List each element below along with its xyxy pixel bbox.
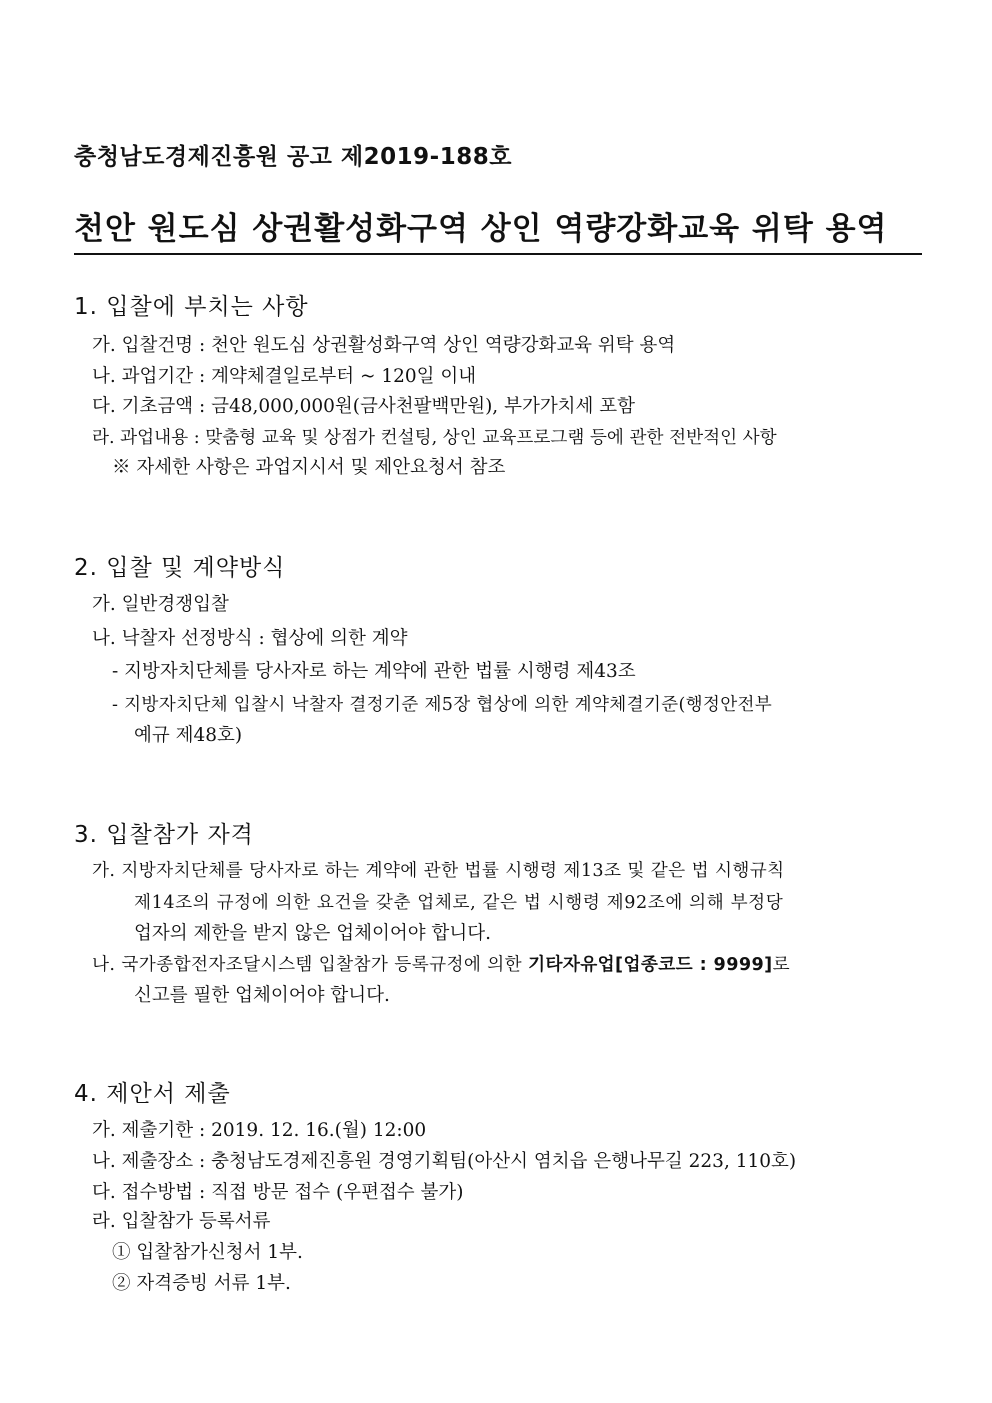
section-2-sub-1: - 지방자치단체를 당사자로 하는 계약에 관한 법률 시행령 제43조 xyxy=(112,661,636,682)
business-type-code: 기타자유업[업종코드 : 9999] xyxy=(528,955,773,975)
section-2-heading: 2. 입찰 및 계약방식 xyxy=(74,555,286,581)
section-3-heading: 3. 입찰참가 자격 xyxy=(74,822,254,848)
section-1-item-na: 나. 과업기간 : 계약체결일로부터 ~ 120일 이내 xyxy=(92,366,477,387)
section-4-doc-1: ① 입찰참가신청서 1부. xyxy=(112,1242,303,1263)
section-3-item-na-line-1 xyxy=(92,952,790,978)
section-1-item-ga: 가. 입찰건명 : 천안 원도심 상권활성화구역 상인 역량강화교육 위탁 용역 xyxy=(92,335,676,356)
section-3-item-ga-line-2: 제14조의 규정에 의한 요건을 갖춘 업체로, 같은 법 시행령 제92조에 의해 부정당 xyxy=(134,893,784,913)
section-3-item-na-suffix: 로 xyxy=(772,955,790,975)
section-4-heading: 4. 제안서 제출 xyxy=(74,1081,231,1107)
section-4-item-da: 다. 접수방법 : 직접 방문 접수 (우편접수 불가) xyxy=(92,1182,464,1203)
section-2-item-na: 나. 낙찰자 선정방식 : 협상에 의한 계약 xyxy=(92,628,408,649)
section-1-item-ra: 라. 과업내용 : 맞춤형 교육 및 상점가 컨설팅, 상인 교육프로그램 등에 관한 전반적인 사항 xyxy=(92,428,777,448)
notice-number: 충청남도경제진흥원 공고 제2019-188호 xyxy=(74,144,512,170)
section-2-sub-2-line-1: - 지방자치단체 입찰시 낙찰자 결정기준 제5장 협상에 의한 계약체결기준(행정안전부 xyxy=(112,695,773,715)
section-4-item-ga: 가. 제출기한 : 2019. 12. 16.(월) 12:00 xyxy=(92,1120,427,1141)
section-3-item-na-prefix: 나. 국가종합전자조달시스템 입찰참가 등록규정에 의한 xyxy=(92,955,529,975)
section-3-item-ga-line-3: 업자의 제한을 받지 않은 업체이어야 합니다. xyxy=(134,923,491,944)
section-3-item-ga-line-1: 가. 지방자치단체를 당사자로 하는 계약에 관한 법률 시행령 제13조 및 같은 법 시행규칙 xyxy=(92,861,785,881)
document-title: 천안 원도심 상권활성화구역 상인 역량강화교육 위탁 용역 xyxy=(74,203,922,255)
section-4-item-na: 나. 제출장소 : 충청남도경제진흥원 경영기획팀(아산시 염치읍 은행나무길 223, 110호) xyxy=(92,1151,797,1172)
section-4-item-ra: 라. 입찰참가 등록서류 xyxy=(92,1211,271,1232)
section-1-note: ※ 자세한 사항은 과업지시서 및 제안요청서 참조 xyxy=(112,457,506,478)
section-2-sub-2-line-2: 예규 제48호) xyxy=(134,725,243,746)
section-3-item-na-line-2: 신고를 필한 업체이어야 합니다. xyxy=(134,985,390,1006)
section-1-heading: 1. 입찰에 부치는 사항 xyxy=(74,294,309,320)
section-2-item-ga: 가. 일반경쟁입찰 xyxy=(92,594,229,615)
section-1-item-da: 다. 기초금액 : 금48,000,000원(금사천팔백만원), 부가가치세 포함 xyxy=(92,396,636,417)
section-4-doc-2: ② 자격증빙 서류 1부. xyxy=(112,1273,291,1294)
